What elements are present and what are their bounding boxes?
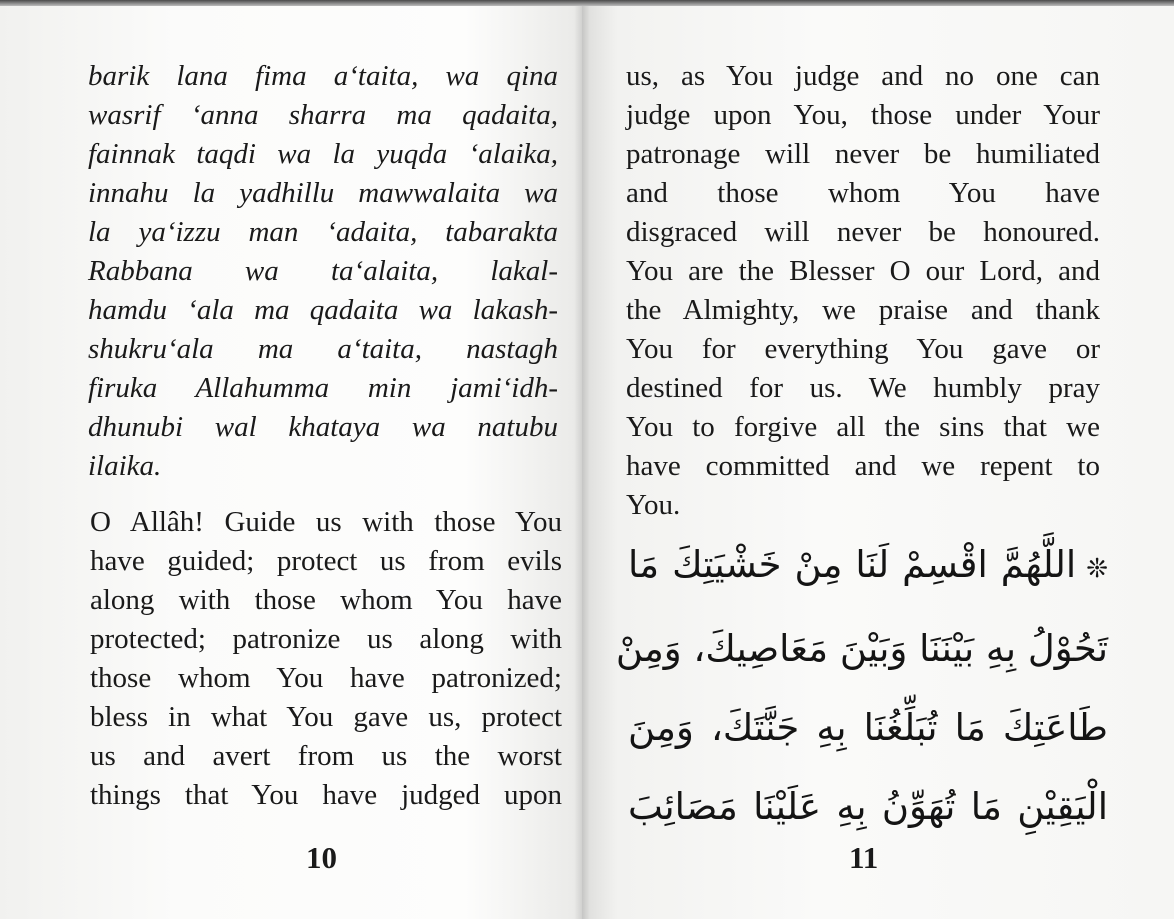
translation-line: and those whom You have <box>626 177 1100 209</box>
arabic-dua-block <box>615 525 1108 846</box>
translation-line: destined for us. We humbly pray <box>626 372 1100 404</box>
translation-line: patronage will never be humiliated <box>626 138 1100 170</box>
translation-line: You are the Blesser O our Lord, and <box>626 255 1100 287</box>
arabic-line: الْيَقِيْنِ مَا تُهَوِّنُ بِهِ عَلَيْنَا مَصَائِبَ <box>628 785 1108 828</box>
translation-block-left <box>90 503 562 815</box>
star-ornament-icon: ❊ <box>1086 554 1108 584</box>
translation-line: things that You have judged upon <box>90 779 562 811</box>
transliteration-block <box>88 57 558 486</box>
page-number-right: 11 <box>849 840 879 875</box>
transliteration-line: barik lana fima a‘taita, wa qina <box>88 60 558 92</box>
translation-line: You for everything You gave or <box>626 333 1100 365</box>
transliteration-line: fainnak taqdi wa la yuqda ‘alaika, <box>88 138 558 170</box>
page-top-edge <box>0 0 1174 6</box>
arabic-line: تَحُوْلُ بِهِ بَيْنَنَا وَبَيْنَ مَعَاصِيكَ، وَمِنْ <box>615 627 1108 670</box>
translation-line: O Allâh! Guide us with those You <box>90 506 562 538</box>
translation-line: have guided; protect us from evils <box>90 545 562 577</box>
translation-line: You to forgive all the sins that we <box>626 411 1100 443</box>
translation-line: protected; patronize us along with <box>90 623 562 655</box>
transliteration-line: firuka Allahumma min jami‘idh- <box>88 372 558 404</box>
arabic-line-text: اللَّهُمَّ اقْسِمْ لَنَا مِنْ خَشْيَتِكَ مَا <box>628 543 1077 586</box>
transliteration-line: wasrif ‘anna sharra ma qadaita, <box>88 99 558 131</box>
page-number-left: 10 <box>306 840 337 875</box>
translation-line: disgraced will never be honoured. <box>626 216 1100 248</box>
left-page <box>0 0 582 919</box>
translation-line: You. <box>626 489 681 521</box>
transliteration-line: innahu la yadhillu mawwalaita wa <box>88 177 558 209</box>
transliteration-line: dhunubi wal khataya wa natubu <box>88 411 558 443</box>
transliteration-line: ilaika. <box>88 450 162 482</box>
translation-line: us and avert from us the worst <box>90 740 562 772</box>
translation-block-right <box>626 57 1100 525</box>
translation-line: those whom You have patronized; <box>90 662 562 694</box>
translation-line: bless in what You gave us, protect <box>90 701 562 733</box>
transliteration-line: la ya‘izzu man ‘adaita, tabarakta <box>88 216 558 248</box>
translation-line: along with those whom You have <box>90 584 562 616</box>
transliteration-line: hamdu ‘ala ma qadaita wa lakash- <box>88 294 558 326</box>
translation-line: the Almighty, we praise and thank <box>626 294 1100 326</box>
translation-line: have committed and we repent to <box>626 450 1100 482</box>
translation-line: judge upon You, those under Your <box>626 99 1100 131</box>
arabic-line <box>628 525 1108 609</box>
transliteration-line: shukru‘ala ma a‘taita, nastagh <box>88 333 558 365</box>
transliteration-line: Rabbana wa ta‘alaita, lakal- <box>88 255 558 287</box>
translation-line: us, as You judge and no one can <box>626 60 1100 92</box>
book-spine <box>574 0 590 919</box>
arabic-line: طَاعَتِكَ مَا تُبَلِّغُنَا بِهِ جَنَّتَكَ، وَمِنَ <box>628 706 1108 749</box>
